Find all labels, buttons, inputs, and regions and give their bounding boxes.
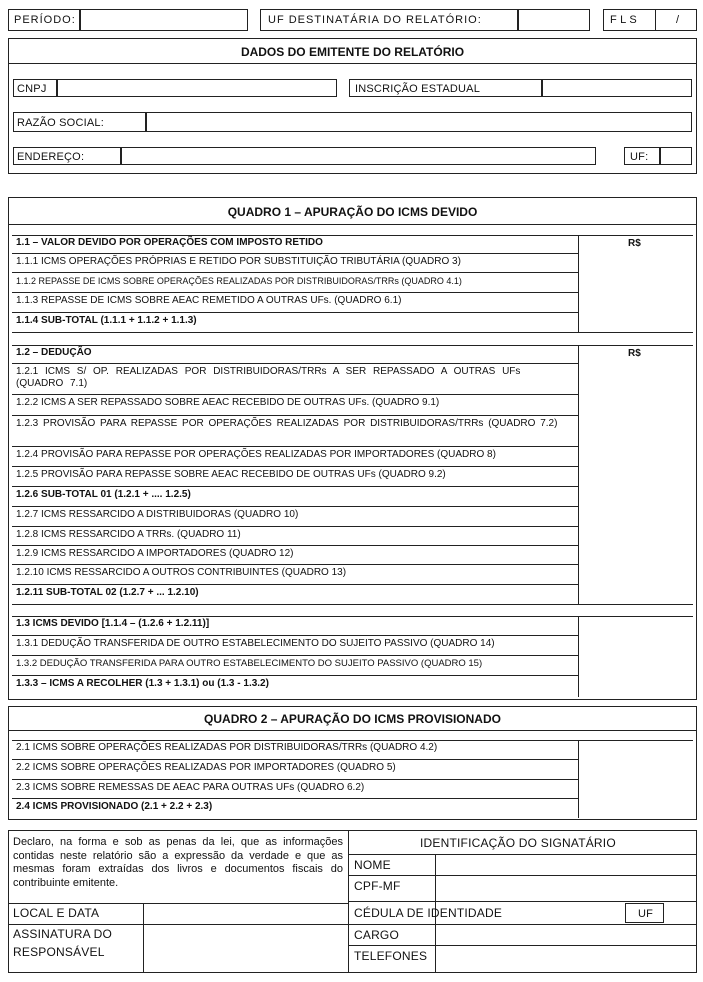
group1-top-line — [12, 235, 693, 236]
cpf-input[interactable] — [436, 876, 696, 900]
telefones-label: TELEFONES — [354, 949, 428, 963]
cedula-input[interactable] — [530, 902, 625, 923]
row-2-3: 2.3 ICMS SOBRE REMESSAS DE AEAC PARA OUTRAS UFs (QUADRO 6.2) — [12, 780, 578, 799]
quadro2-title: QUADRO 2 – APURAÇÃO DO ICMS PROVISIONADO — [204, 712, 501, 726]
fls-separator: / — [676, 14, 680, 26]
group2-bottom-line — [578, 604, 693, 605]
quadro2-table — [12, 740, 693, 818]
assinatura-input[interactable] — [144, 925, 347, 972]
emitente-title: DADOS DO EMITENTE DO RELATÓRIO — [240, 45, 465, 59]
endereco-input[interactable] — [121, 147, 596, 165]
cnpj-input[interactable] — [57, 79, 337, 97]
quadro1-title: QUADRO 1 – APURAÇÃO DO ICMS DEVIDO — [227, 205, 478, 219]
row-1-2-10: 1.2.10 ICMS RESSARCIDO A OUTROS CONTRIBUINTES (QUADRO 13) — [12, 565, 578, 585]
row-2-2: 2.2 ICMS SOBRE OPERAÇÕES REALIZADAS POR IMPORTADORES (QUADRO 5) — [12, 760, 578, 780]
quadro2-title-divider — [8, 730, 697, 731]
cpf-label: CPF-MF — [354, 879, 401, 893]
row-1-2-9: 1.2.9 ICMS RESSARCIDO A IMPORTADORES (QUADRO 12) — [12, 546, 578, 565]
razao-input[interactable] — [146, 112, 692, 132]
group1-currency: R$ — [628, 238, 641, 249]
quadro2-top-line — [12, 740, 693, 741]
group2-value-divider — [578, 345, 579, 605]
inscricao-input[interactable] — [542, 79, 692, 97]
row-2-4: 2.4 ICMS PROVISIONADO (2.1 + 2.2 + 2.3) — [16, 801, 213, 812]
row-1-3-2: 1.3.2 DEDUÇÃO TRANSFERIDA PARA OUTRO ESTABELECIMENTO DO SUJEITO PASSIVO (QUADRO 15) — [12, 656, 578, 676]
row-1-1-4: 1.1.4 SUB-TOTAL (1.1.1 + 1.1.2 + 1.1.3) — [12, 313, 578, 333]
quadro1-title-divider — [8, 224, 697, 225]
fls-label: F L S — [610, 14, 637, 26]
group2-top-line — [12, 345, 693, 346]
quadro1-group3 — [12, 616, 693, 698]
uf-signatario-label: UF — [638, 908, 654, 920]
emitente-title-divider — [8, 63, 697, 64]
row-1-2-2: 1.2.2 ICMS A SER REPASSADO SOBRE AEAC RECEBIDO DE OUTRAS UFs. (QUADRO 9.1) — [12, 395, 578, 416]
row-1-1-2: 1.1.2 REPASSE DE ICMS SOBRE OPERAÇÕES REALIZADAS POR DISTRIBUIDORAS/TRRs (QUADRO 4.1) — [12, 273, 578, 293]
row-1-2-1: 1.2.1 ICMS S/ OP. REALIZADAS POR DISTRIBUIDORAS/TRRs A SER REPASSADO A OUTRAS UFs (QUADRO 7.1) — [12, 364, 578, 395]
razao-label: RAZÃO SOCIAL: — [17, 117, 104, 129]
row-1-2-6: 1.2.6 SUB-TOTAL 01 (1.2.1 + .... 1.2.5) — [12, 487, 578, 507]
row-1-2-11: 1.2.11 SUB-TOTAL 02 (1.2.7 + ... 1.2.10) — [12, 585, 578, 605]
inscricao-label: INSCRIÇÃO ESTADUAL — [355, 83, 481, 95]
uf-destinataria-label: UF DESTINATÁRIA DO RELATÓRIO: — [268, 14, 482, 26]
declaracao-text: Declaro, na forma e sob as penas da lei, que as informações contidas neste relatório são a expressão da verdade e que as mesmas foram extraídas dos livros e documentos fiscais do contribuinte emitente. — [13, 836, 343, 889]
periodo-input[interactable] — [80, 9, 248, 31]
row-1-1: 1.1 – VALOR DEVIDO POR OPERAÇÕES COM IMPOSTO RETIDO — [12, 235, 578, 254]
row-1-2-8: 1.2.8 ICMS RESSARCIDO A TRRs. (QUADRO 11) — [12, 527, 578, 546]
quadro1-group2 — [12, 345, 693, 605]
local-data-label: LOCAL E DATA — [13, 906, 100, 920]
cedula-top-line — [348, 901, 697, 902]
row-1-1-1: 1.1.1 ICMS OPERAÇÕES PRÓPRIAS E RETIDO POR SUBSTITUIÇÃO TRIBUTÁRIA (QUADRO 3) — [12, 254, 578, 273]
group3-top-line — [12, 616, 693, 617]
uf-emitente-label: UF: — [630, 151, 649, 163]
row-2-1: 2.1 ICMS SOBRE OPERAÇÕES REALIZADAS POR DISTRIBUIDORAS/TRRs (QUADRO 4.2) — [12, 740, 578, 760]
row-1-3: 1.3 ICMS DEVIDO [1.1.4 – (1.2.6 + 1.2.11)] — [12, 616, 578, 636]
nome-label: NOME — [354, 858, 391, 872]
uf-emitente-input[interactable] — [660, 147, 692, 165]
assinatura-label-2: RESPONSÁVEL — [13, 945, 105, 959]
assinatura-label-1: ASSINATURA DO — [13, 927, 113, 941]
group2-currency: R$ — [628, 348, 641, 359]
quadro1-group1 — [12, 235, 693, 333]
local-data-input[interactable] — [144, 904, 347, 924]
cargo-label: CARGO — [354, 928, 400, 942]
fls-divider — [655, 9, 656, 31]
cargo-input[interactable] — [436, 925, 696, 945]
group1-value-divider — [578, 235, 579, 333]
group3-value-divider — [578, 616, 579, 697]
cedula-label: CÉDULA DE IDENTIDADE — [354, 906, 503, 920]
row-1-2-4: 1.2.4 PROVISÃO PARA REPASSE POR OPERAÇÕES REALIZADAS POR IMPORTADORES (QUADRO 8) — [12, 447, 578, 467]
row-1-2-3: 1.2.3 PROVISÃO PARA REPASSE POR OPERAÇÕES REALIZADAS POR DISTRIBUIDORAS/TRRs (QUADRO 7.2) — [12, 416, 578, 447]
signatario-title: IDENTIFICAÇÃO DO SIGNATÁRIO — [420, 836, 616, 850]
row-1-3-3: 1.3.3 – ICMS A RECOLHER (1.3 + 1.3.1) ou (1.3 - 1.3.2) — [16, 678, 269, 689]
telefones-input[interactable] — [436, 946, 696, 972]
quadro2-value-divider — [578, 740, 579, 818]
group1-bottom-line — [578, 332, 693, 333]
nome-input[interactable] — [436, 855, 696, 875]
endereco-label: ENDEREÇO: — [17, 151, 85, 163]
row-1-2: 1.2 – DEDUÇÃO — [12, 345, 578, 364]
uf-signatario-input[interactable] — [664, 902, 696, 923]
row-1-1-3: 1.1.3 REPASSE DE ICMS SOBRE AEAC REMETIDO A OUTRAS UFs. (QUADRO 6.1) — [12, 293, 578, 313]
cnpj-label: CNPJ — [17, 83, 47, 95]
row-1-2-7: 1.2.7 ICMS RESSARCIDO A DISTRIBUIDORAS (QUADRO 10) — [12, 507, 578, 527]
row-1-3-1: 1.3.1 DEDUÇÃO TRANSFERIDA DE OUTRO ESTABELECIMENTO DO SUJEITO PASSIVO (QUADRO 14) — [12, 636, 578, 656]
uf-destinataria-input[interactable] — [518, 9, 590, 31]
row-1-2-5: 1.2.5 PROVISÃO PARA REPASSE SOBRE AEAC RECEBIDO DE OUTRAS UFs (QUADRO 9.2) — [12, 467, 578, 487]
periodo-label: PERÍODO: — [14, 14, 76, 26]
